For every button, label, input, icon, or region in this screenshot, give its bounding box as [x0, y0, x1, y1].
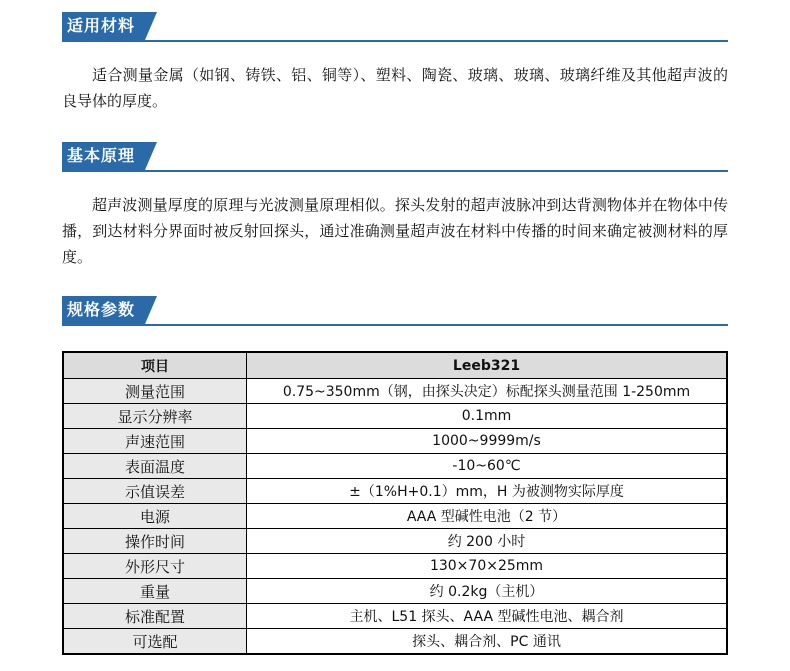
spec-key: 声速范围	[63, 429, 247, 454]
spec-key: 电源	[63, 504, 247, 529]
spec-value: 约 200 小时	[247, 529, 728, 554]
table-row	[63, 479, 727, 504]
spec-value: 0.1mm	[247, 404, 728, 429]
table-row	[63, 429, 727, 454]
spec-key: 表面温度	[63, 454, 247, 479]
spec-value: -10~60℃	[247, 454, 728, 479]
table-row	[63, 579, 727, 604]
table-row	[63, 404, 727, 429]
spec-value: 约 0.2kg（主机）	[247, 579, 728, 604]
section-title: 规格参数	[62, 296, 145, 324]
table-row	[63, 604, 727, 629]
spec-key: 外形尺寸	[63, 554, 247, 579]
table-row	[63, 529, 727, 554]
section-divider	[62, 40, 728, 42]
section-divider	[62, 170, 728, 172]
spec-table	[62, 351, 728, 655]
spec-key: 可选配	[63, 629, 247, 655]
section-header-materials	[62, 12, 728, 42]
spec-key: 操作时间	[63, 529, 247, 554]
materials-paragraph: 适合测量金属（如钢、铸铁、铝、铜等）、塑料、陶瓷、玻璃、玻璃、玻璃纤维及其他超声波的良导体的厚度。	[62, 66, 728, 110]
spec-key: 示值误差	[63, 479, 247, 504]
table-row	[63, 504, 727, 529]
table-row	[63, 629, 727, 655]
principle-paragraph: 超声波测量厚度的原理与光波测量原理相似。探头发射的超声波脉冲到达背测物体并在物体中传播，到达材料分界面时被反射回探头，通过准确测量超声波在材料中传播的时间来确定被测材料的厚度。	[62, 196, 728, 266]
section-header-specs	[62, 296, 728, 326]
section-divider	[62, 324, 728, 326]
column-header-model: Leeb321	[247, 352, 728, 379]
section-header-principle	[62, 142, 728, 172]
table-row	[63, 454, 727, 479]
spec-value: 探头、耦合剂、PC 通讯	[247, 629, 728, 655]
spec-value: 主机、L51 探头、AAA 型碱性电池、耦合剂	[247, 604, 728, 629]
table-row	[63, 554, 727, 579]
spec-value: AAA 型碱性电池（2 节）	[247, 504, 728, 529]
spec-value: 1000~9999m/s	[247, 429, 728, 454]
spec-key: 重量	[63, 579, 247, 604]
spec-value: ±（1%H+0.1）mm，H 为被测物实际厚度	[247, 479, 728, 504]
spec-value: 0.75~350mm（钢，由探头决定）标配探头测量范围 1-250mm	[247, 379, 728, 404]
column-header-item: 项目	[63, 352, 247, 379]
section-title: 基本原理	[62, 142, 145, 170]
spec-value: 130×70×25mm	[247, 554, 728, 579]
spec-key: 标准配置	[63, 604, 247, 629]
spec-key: 显示分辨率	[63, 404, 247, 429]
table-header-row	[63, 352, 727, 379]
spec-key: 测量范围	[63, 379, 247, 404]
section-title: 适用材料	[62, 12, 145, 40]
table-row	[63, 379, 727, 404]
